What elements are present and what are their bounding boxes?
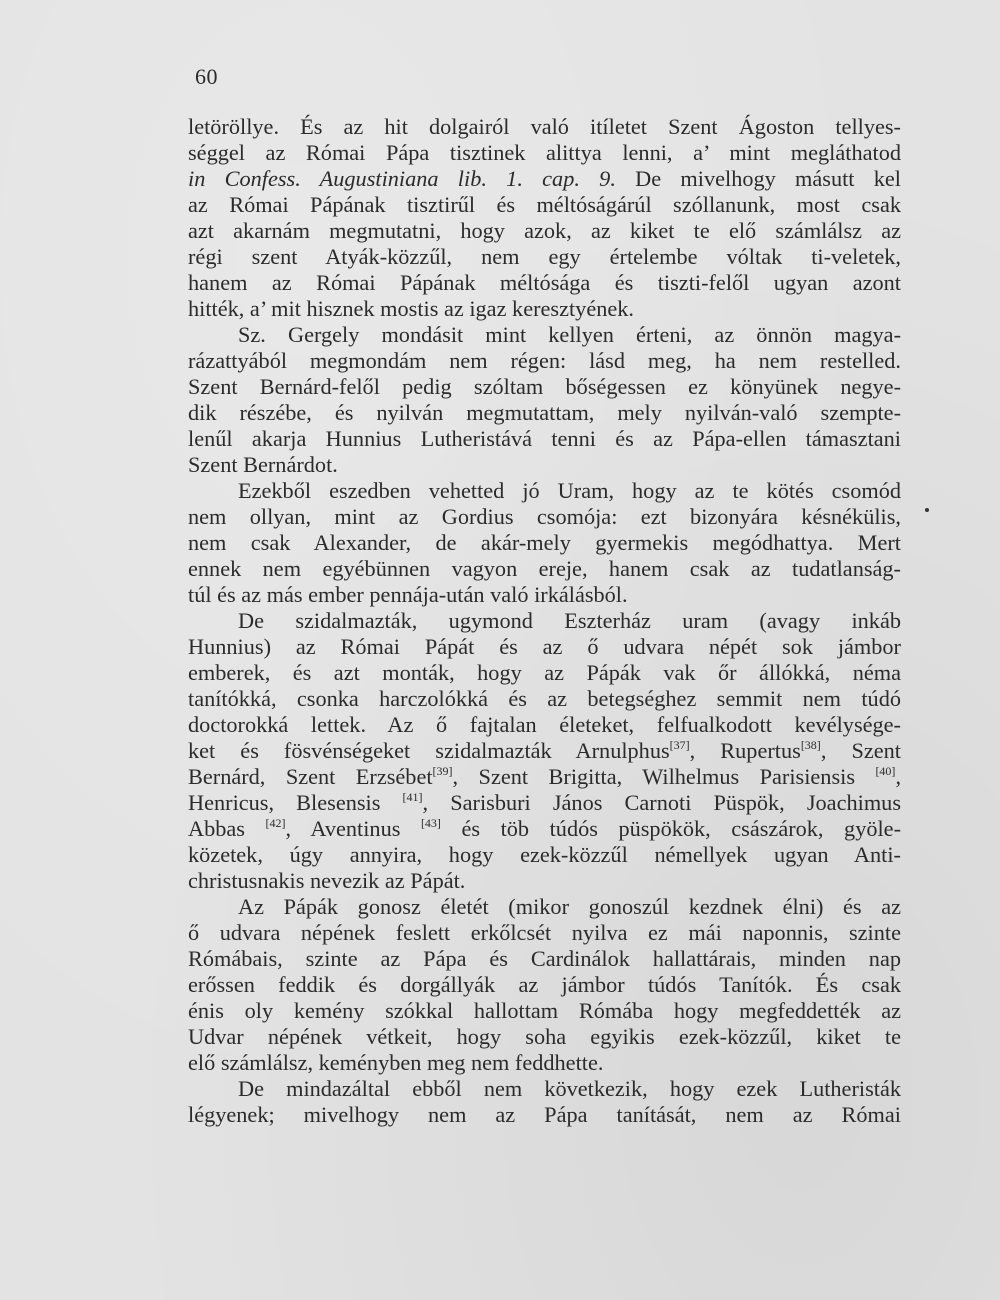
text-line [188, 712, 901, 738]
text-line [188, 322, 901, 348]
text-line [188, 452, 901, 478]
footnote-marker: [37] [669, 738, 690, 752]
line-text: régi szent Atyák-közzűl, nem egy értelembe vóltak ti-veletek, [188, 244, 901, 269]
body-text [188, 114, 901, 1128]
ink-speck [925, 508, 929, 512]
text-line [188, 244, 901, 270]
text-line [188, 920, 901, 946]
text-line [188, 998, 901, 1024]
text-line [188, 530, 901, 556]
line-text: De mivelhogy másutt kel [615, 166, 901, 191]
page-number: 60 [195, 64, 218, 89]
line-text: hanem az Római Pápának méltósága és tiszti-felől ugyan azont [188, 270, 901, 295]
line-text: és töb túdós püspökök, császárok, gyöle- [440, 816, 902, 841]
line-text: hitték, a’ mit hisznek mostis az igaz keresztyének. [188, 296, 634, 321]
line-text: christusnakis nevezik az Pápát. [188, 868, 466, 893]
text-line [188, 946, 901, 972]
line-text: doctorokká lettek. Az ő fajtalan életeket, felfualkodott kevélysége- [188, 712, 901, 737]
footnote-marker: [40] [875, 764, 896, 778]
line-text: Rómábais, szinte az Pápa és Cardinálok hallattárais, minden nap [188, 946, 901, 971]
line-text: , [895, 764, 902, 789]
line-text: nem ollyan, mint az Gordius csomója: ezt bizonyára késnékülis, [188, 504, 901, 529]
text-line [188, 400, 901, 426]
line-text: Henricus, Blesensis [188, 790, 403, 815]
line-text: Szent Bernárdot. [188, 452, 338, 477]
line-text: séggel az Római Pápa tisztinek alittya lenni, a’ mint megláthatod [188, 140, 901, 165]
line-text: az Római Pápának tisztirűl és méltóságárúl szóllanunk, most csak [188, 192, 901, 217]
text-line [188, 166, 901, 192]
text-line [188, 972, 901, 998]
line-text: tanítókká, csonka harczolókká és az betegséghez semmit nem túdó [188, 686, 901, 711]
line-text: Az Pápák gonosz életét (mikor gonoszúl kezdnek élni) és az [238, 894, 901, 919]
line-text: Hunnius) az Római Pápát és az ő udvara népét sok jámbor [188, 634, 901, 659]
text-line [188, 374, 901, 400]
line-text: Abbas [188, 816, 266, 841]
footnote-marker: [38] [800, 738, 821, 752]
text-line [188, 738, 901, 764]
line-text: közetek, úgy annyira, hogy ezek-közzűl némellyek ugyan Anti- [188, 842, 901, 867]
text-line [188, 894, 901, 920]
text-line [188, 348, 901, 374]
line-text: , Aventinus [285, 816, 421, 841]
text-line [188, 296, 901, 322]
line-text: azt akarnám megmutatni, hogy azok, az kiket te elő számlálsz az [188, 218, 901, 243]
text-line [188, 764, 901, 790]
text-line [188, 426, 901, 452]
line-text: ket és fösvénségeket szidalmazták Arnulphus [188, 738, 670, 763]
footnote-marker: [42] [265, 816, 286, 830]
line-text: erőssen feddik és dorgállyák az jámbor túdós Tanítók. És csak [188, 972, 901, 997]
line-text: De szidalmazták, ugymond Eszterház uram (avagy inkáb [238, 608, 901, 633]
line-text: , Sarisburi János Carnoti Püspök, Joachimus [422, 790, 901, 815]
text-line [188, 582, 901, 608]
text-line [188, 140, 901, 166]
line-text: De mindazáltal ebből nem következik, hogy ezek Lutheristák [238, 1076, 901, 1101]
line-text: túl és az más ember pennája-után való irkálásból. [188, 582, 628, 607]
text-line [188, 1102, 901, 1128]
line-text: ennek nem egyébünnen vagyon ereje, hanem csak az tudatlanság- [188, 556, 901, 581]
text-line [188, 686, 901, 712]
italic-reference: in Confess. Augustiniana lib. 1. cap. 9. [188, 166, 616, 191]
line-text: emberek, és azt monták, hogy az Pápák vak őr állókká, néma [188, 660, 901, 685]
footnote-marker: [39] [432, 764, 453, 778]
line-text: , Szent [820, 738, 901, 763]
footnote-marker: [41] [402, 790, 423, 804]
line-text: Bernárd, Szent Erzsébet [188, 764, 433, 789]
text-line [188, 816, 901, 842]
text-line [188, 842, 901, 868]
line-text: Ezekből eszedben vehetted jó Uram, hogy az te kötés csomód [238, 478, 901, 503]
text-line [188, 192, 901, 218]
text-line [188, 114, 901, 140]
line-text: letöröllye. És az hit dolgairól való itíletet Szent Ágoston tellyes- [188, 114, 901, 139]
text-line [188, 504, 901, 530]
line-text: légyenek; mivelhogy nem az Pápa tanítását, nem az Római [188, 1102, 901, 1127]
line-text: rázattyából megmondám nem régen: lásd meg, ha nem restelled. [188, 348, 901, 373]
text-line [188, 218, 901, 244]
text-line [188, 634, 901, 660]
text-line [188, 790, 901, 816]
line-text: Udvar népének vétkeit, hogy soha egyikis ezek-közzűl, kiket te [188, 1024, 901, 1049]
text-line [188, 608, 901, 634]
line-text: énis oly kemény szókkal hallottam Rómába hogy megfeddették az [188, 998, 901, 1023]
line-text: , Szent Brigitta, Wilhelmus Parisiensis [452, 764, 876, 789]
text-line [188, 660, 901, 686]
line-text: lenűl akarja Hunnius Lutheristává tenni és az Pápa-ellen támasztani [188, 426, 901, 451]
line-text: elő számlálsz, keményben meg nem feddhette. [188, 1050, 604, 1075]
line-text: ő udvara népének feslett erkőlcsét nyilva ez mái naponnis, szinte [188, 920, 901, 945]
text-line [188, 1050, 901, 1076]
line-text: Sz. Gergely mondásit mint kellyen érteni, az önnön magya- [238, 322, 901, 347]
text-line [188, 1076, 901, 1102]
text-line [188, 1024, 901, 1050]
line-text: nem csak Alexander, de akár-mely gyermekis megódhattya. Mert [188, 530, 901, 555]
text-line [188, 270, 901, 296]
text-line [188, 478, 901, 504]
line-text: Szent Bernárd-felől pedig szóltam bőségessen ez könyünek negye- [188, 374, 901, 399]
footnote-marker: [43] [420, 816, 441, 830]
line-text: , Rupertus [689, 738, 801, 763]
text-line [188, 868, 901, 894]
line-text: dik részébe, és nyilván megmutattam, mely nyilván-való szempte- [188, 400, 901, 425]
text-line [188, 556, 901, 582]
